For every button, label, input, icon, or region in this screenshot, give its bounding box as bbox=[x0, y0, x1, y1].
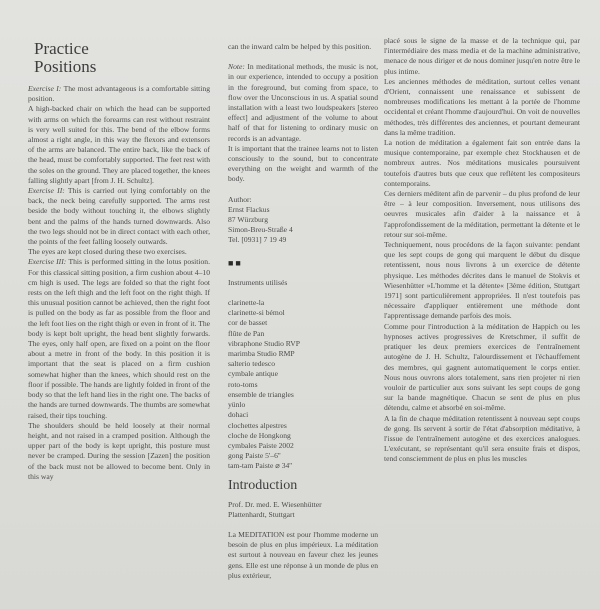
list-item: clochettes alpestres bbox=[228, 420, 287, 430]
paragraph: La MEDITATION est pour l'homme moderne un besoin de plus en plus impérieux. La méditation est surtout à nouveau en faveur chez les jeunes gens. Elle est une réponse à un monde de plus en plus extérieur, bbox=[228, 529, 378, 580]
list-item: cor de basset bbox=[228, 318, 268, 328]
list-item: yünlo bbox=[228, 400, 246, 410]
section-title: Introduction bbox=[228, 477, 298, 493]
title-line-2: Positions bbox=[34, 57, 97, 76]
list-item: marimba Studio RMP bbox=[228, 349, 295, 359]
paragraph: It is important that the trainee learns not to listen consciously to the sound, but to concentrate everything on the weight and warmth of the body. bbox=[228, 143, 378, 184]
list-item: tam-tam Paiste ⌀ 34'' bbox=[228, 461, 293, 471]
paragraph: Exercise II: This is carried out lying comfortably on the back, the neck being carefully supported. The arms rest beside the body without touching it, the elbows slightly bent and the palms of the hands turned downwards. Also the two legs should not be in direct contact with each other, the points of the feet falling loosely outwards. bbox=[28, 186, 210, 247]
author-line: Ernst Flackus bbox=[228, 204, 270, 214]
paragraph: Comme pour l'introduction à la méditation de Happich ou les hypnoses actives progressives de Kretschmer, il suffit de pratiquer les deux premiers exercices de l'entraînement autogène de J. H. Schultz, l'alourdissement et l'échauffement des membres, qui gagnent automatiquement le corps entier. Nous nous ouvrons alors totalement, sans rien projeter ni rien vouloir de particulier aux sons suivant les sept coups de gong sur la bande magnétique. Chacun se sent de plus en plus détendu, calme et absorbé en soi-même. bbox=[384, 321, 580, 413]
paragraph: The shoulders should be held loosely at their normal height, and not raised in a cramped position. Although the upper part of the body is kept upright, this posture must never be cramped. During the session [Zazen] the position of the back must not be allowed to become bent. Only in this way bbox=[28, 420, 210, 481]
instruments-title: Instruments utilisés bbox=[228, 277, 288, 287]
list-item: roto-toms bbox=[228, 379, 258, 389]
column-left bbox=[28, 30, 210, 482]
author-line: Tel. [0931] 7 19 49 bbox=[228, 235, 287, 245]
column-right bbox=[384, 36, 580, 465]
paragraph: Exercise III: This is performed sitting in the lotus position. For this classical sitting position, a firm cushion about 4–10 cm high is used. The legs are folded so that the right foot rests on the left thigh and the left foot on the right thigh. If this unusual position cannot be achieved, then the right foot is pulled on the body as far as possible from the floor and the left foot lies on the right thigh or even in front of it. The body is kept bolt upright, the head bent slightly forwards. The eyes, only half open, are fixed on a point on the floor about a metre in front of the body. In this position it is important that the seat is placed on a firm cushion somewhat higher than the knees, which should rest on the floor if possible. The hands are lightly folded in front of the body so that the left hand lies in the right one. The backs of the hands are turned downwards. The thumbs are somewhat raised, their tips touching. bbox=[28, 257, 210, 420]
list-item: flûte de Pan bbox=[228, 328, 265, 338]
list-item: dohaci bbox=[228, 410, 249, 420]
paragraph: Exercise I: The most advantageous is a comfortable sitting position. bbox=[28, 84, 210, 104]
list-item: gong Paiste 5'–6'' bbox=[228, 451, 281, 461]
list-item: salterio tedesco bbox=[228, 359, 276, 369]
note-paragraph: Note: In meditational methods, the music is not, in our experience, intended to occupy a position in the foreground, but coming from space, to flow over the Unconscious in us. A spatial sound installation with a least two loudspeakers [stereo effect] and adjustment of the volume to about half of that for listening to ordinary music on records is an advantage. bbox=[228, 62, 378, 143]
paragraph: placé sous le signe de la masse et de la technique qui, par l'intermédiaire des mass media et de la machine administrative, menace de nous diriger et de nous dominer jusqu'en notre être le plus intime. bbox=[384, 36, 580, 76]
column-middle bbox=[228, 42, 378, 581]
list-item: clarinette-la bbox=[228, 298, 265, 308]
author-label: Author: bbox=[228, 194, 252, 204]
list-item: vibraphone Studio RVP bbox=[228, 338, 300, 348]
intro-place: Plattenhardt, Stuttgart bbox=[228, 509, 295, 519]
intro-author-block bbox=[228, 500, 378, 520]
paragraph: The eyes are kept closed during these two exercises. bbox=[28, 247, 187, 257]
page-title bbox=[34, 40, 210, 76]
paragraph: Les anciennes méthodes de méditation, surtout celles venant d'Orient, connaissent une renaissance et subissent de nombreuses modifications les mettant à la portée de l'homme occidental et créant l'homme d'aujourd'hui. On voit de nouvelles méthodes, très différentes des anciennes, et pourtant demeurant dans la même tradition. bbox=[384, 76, 580, 137]
author-line: Simon-Breu-Straße 4 bbox=[228, 225, 293, 235]
square-ornament-icon: ■■ bbox=[228, 257, 243, 268]
list-item: cymbale antique bbox=[228, 369, 278, 379]
paragraph: A high-backed chair on which the head can be supported with arms on which the forearms can rest without restraint is very well suited for this. The bend of the elbow forms almost a right angle, in this way the flexors and extensors of the arms are balanced. The entire back, like the back of the head, must be comfortably supported. The feet rest with the soles on the ground. They are placed together, the knees falling slightly apart [from J. H. Schultz]. bbox=[28, 104, 210, 185]
list-item: cymbales Paiste 2002 bbox=[228, 440, 294, 450]
author-block bbox=[228, 195, 378, 246]
author-line: 87 Würzburg bbox=[228, 215, 269, 225]
paragraph: can the inward calm be helped by this position. bbox=[228, 42, 372, 51]
instruments-list bbox=[228, 278, 378, 472]
list-item: ensemble de triangles bbox=[228, 389, 294, 399]
list-item: cloche de Hongkong bbox=[228, 430, 291, 440]
paragraph: A la fin de chaque méditation retentissent à nouveau sept coups de gong. Ils servent à sortir de l'état d'absorption méditative, à l'issue de l'entraînement autogène et des exercices analogues. L'exécutant, se représentant qu'il sera ensuite frais et dispos, tend consciemment de plus en plus les muscles bbox=[384, 413, 580, 464]
intro-author: Prof. Dr. med. E. Wiesenhütter bbox=[228, 499, 322, 509]
paragraph: La notion de méditation a également fait son entrée dans la musique contemporaine, par exemple chez Stockhausen et de nombreux autres. Nos méditations musicales poursuivent toutefois d'autres buts que ceux que reflètent les compositeurs contemporains. bbox=[384, 138, 580, 188]
paragraph: Techniquement, nous procédons de la façon suivante: pendant que les sept coups de gong qui marquent le début du disque retentissent, nous nous livrons à un exercice de détente physique. Les méthodes décrites dans le manuel de Stokvis et Wiesenhütter »L'homme et la détente« [3ème édition, Stuttgart 1971] sont particulièrement appropriées. Il n'est toutefois pas nécessaire d'appliquer entièrement une méthode dont l'apprentissage demande parfois des mois. bbox=[384, 240, 580, 321]
list-item: clarinette-si bémol bbox=[228, 308, 285, 318]
paragraph: Ces derniers méditent afin de parvenir – du plus profond de leur être – à leur composition. Inversement, nous utilisons des oeuvres musicales afin d'aider à la naissance et à l'approfondissement de la méditation, permettant la détente et le retour sur soi-même. bbox=[384, 189, 580, 239]
title-line-1: Practice bbox=[34, 39, 89, 58]
